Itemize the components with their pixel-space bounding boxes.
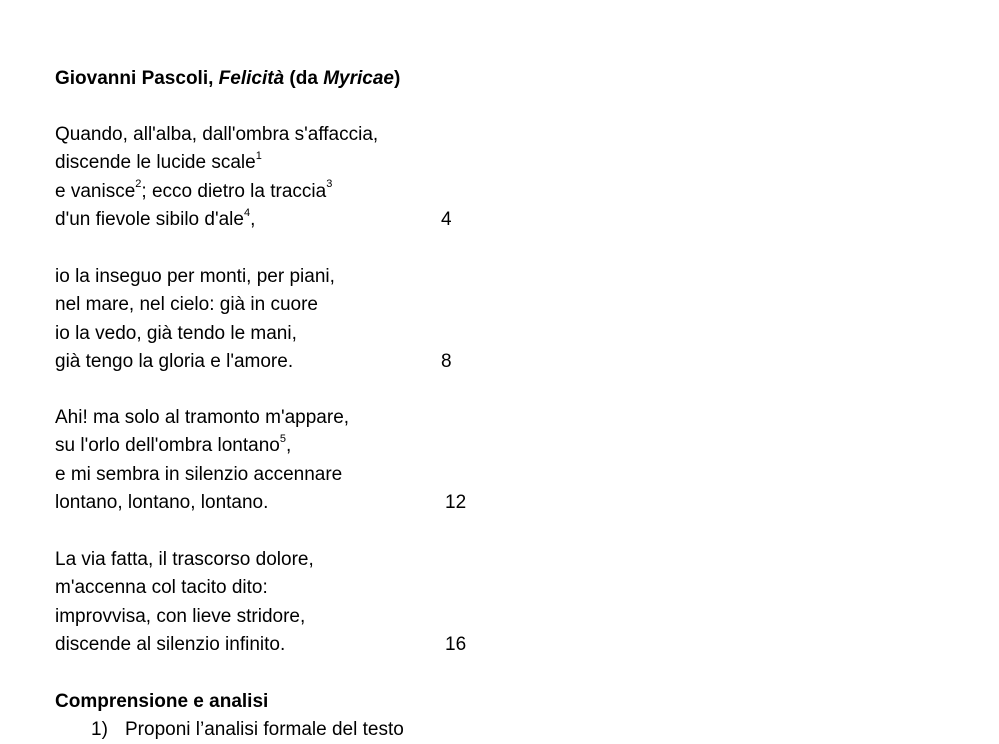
verse-text: Ahi! ma solo al tramonto m'appare, (55, 407, 350, 428)
verse-text: La via fatta, il trascorso dolore, (55, 549, 314, 570)
verse-text: discende le lucide scale (55, 152, 256, 174)
verse-line (55, 206, 495, 234)
title-source-close: ) (394, 68, 401, 89)
verse-text: io la vedo, già tendo le mani, (55, 322, 297, 344)
verse-text: nel mare, nel cielo: già in cuore (55, 294, 318, 316)
footnote-ref: 1 (255, 150, 262, 163)
verse-text: io la inseguo per monti, per piani, (55, 266, 335, 287)
verse-line (55, 149, 495, 177)
line-number: 16 (445, 634, 467, 656)
verse-text-continued: , (250, 209, 256, 231)
verse-line (55, 178, 495, 206)
footnote-ref: 4 (243, 206, 251, 219)
title-work: Felicità (218, 68, 285, 89)
verse-line (55, 263, 495, 291)
line-number: 8 (441, 351, 452, 373)
stanza-3 (55, 404, 495, 518)
verse-text: improvvisa, con lieve stridore, (55, 605, 306, 627)
verse-text-continued: ; ecco dietro la traccia (141, 180, 327, 202)
stanza-1 (55, 121, 495, 235)
line-number: 4 (441, 209, 452, 231)
verse-line (55, 631, 495, 659)
question-number: 1) (91, 719, 108, 740)
verse-line (55, 404, 495, 432)
verse-text: su l'orlo dell'ombra lontano (55, 435, 280, 457)
verse-text: d'un fievole sibilo d'ale (55, 209, 244, 231)
verse-line (55, 489, 495, 517)
verse-line (55, 291, 495, 319)
footnote-ref: 2 (135, 178, 142, 191)
verse-line (55, 432, 495, 460)
verse-line (55, 461, 495, 489)
verse-line (55, 574, 495, 602)
verse-text-continued: , (285, 435, 292, 457)
title-author: Giovanni Pascoli, (55, 68, 219, 89)
verse-text: lontano, lontano, lontano. (55, 492, 269, 514)
verse-text: già tengo la gloria e l'amore. (55, 351, 294, 373)
stanza-2 (55, 263, 495, 377)
verse-text: Quando, all'alba, dall'ombra s'affaccia, (55, 124, 379, 145)
verse-text: discende al silenzio infinito. (55, 634, 286, 656)
verse-line (55, 121, 495, 149)
verse-text: e vanisce (55, 180, 136, 202)
verse-line (55, 348, 495, 376)
title-source: Myricae (323, 68, 394, 89)
section-heading: Comprensione e analisi (55, 691, 269, 712)
verse-text: m'accenna col tacito dito: (55, 577, 268, 599)
poem-title (55, 65, 400, 93)
stanza-4 (55, 546, 495, 660)
question-item (91, 716, 404, 744)
footnote-ref: 3 (326, 178, 333, 191)
question-text: Proponi l’analisi formale del testo (125, 719, 404, 740)
footnote-ref: 5 (279, 433, 286, 446)
title-source-open: (da (284, 68, 324, 89)
verse-line (55, 546, 495, 574)
verse-text: e mi sembra in silenzio accennare (55, 463, 343, 485)
verse-line (55, 320, 495, 348)
line-number: 12 (445, 492, 467, 514)
verse-line (55, 603, 495, 631)
